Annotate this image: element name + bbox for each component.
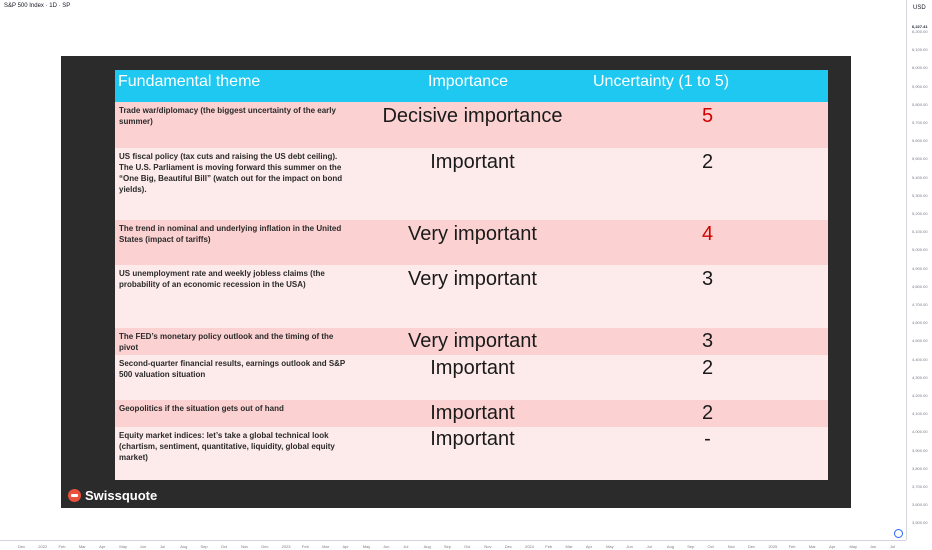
price-axis-label: 4,200.00 <box>912 393 928 398</box>
price-axis-label: 5,900.00 <box>912 83 928 89</box>
row-theme: US fiscal policy (tax cuts and raising the US debt ceiling). The U.S. Parliament is moving forward this summer on the “One Big, Beautiful Bill” (watch out for the impact on bond yields). <box>119 152 343 194</box>
time-axis-label: Nov <box>241 544 249 549</box>
price-axis-label: 3,600.00 <box>912 502 928 508</box>
row-importance: Decisive importance <box>382 105 563 127</box>
price-axis-label: 6,000.00 <box>912 65 928 71</box>
tradingview-logo-icon[interactable] <box>894 529 903 538</box>
time-axis-label: Sep <box>200 544 208 549</box>
price-axis-label: 5,400.00 <box>912 174 928 180</box>
time-axis-label: Mar <box>808 544 816 549</box>
price-axis-label: 3,800.00 <box>912 465 928 471</box>
price-axis-label: 4,100.00 <box>912 411 928 417</box>
row-theme: Equity market indices: let’s take a global technical look (chartism, sentiment, quantitative, liquidity, global equity market) <box>119 431 335 462</box>
row-importance: Very important <box>408 223 537 245</box>
row-uncertainty: 2 <box>701 151 714 173</box>
time-axis-label: Oct <box>707 544 714 549</box>
time-axis-label: Feb <box>58 544 66 549</box>
price-axis-label: 3,500.00 <box>912 520 928 526</box>
time-axis-label: May <box>362 544 371 549</box>
time-axis-label: Sep <box>687 544 695 549</box>
time-axis-label: Nov <box>727 544 735 549</box>
time-axis-label: Mar <box>322 544 330 549</box>
time-axis-label: Apr <box>829 544 836 549</box>
time-axis-label: Jul <box>159 544 166 549</box>
time-axis-label: Sep <box>443 544 451 549</box>
price-axis-label: 5,600.00 <box>912 138 928 144</box>
time-axis-label: Apr <box>99 544 106 549</box>
price-axis-label: 3,700.00 <box>912 484 928 489</box>
price-axis-label: 5,200.00 <box>912 211 928 216</box>
price-axis-label: 4,500.00 <box>912 338 928 344</box>
time-axis-label: Feb <box>301 544 309 549</box>
time-axis-label: Dec <box>504 544 512 549</box>
time-axis-label: Nov <box>484 544 492 549</box>
time-axis-label: Aug <box>423 544 431 549</box>
chart-title: S&P 500 Index · 1D · SP <box>4 3 71 9</box>
table-row <box>115 328 828 355</box>
header-uncertainty: Uncertainty (1 to 5) <box>593 73 730 90</box>
price-axis-label: 6,100.00 <box>912 47 928 53</box>
time-axis-label: May <box>119 544 127 549</box>
time-axis-label: Jul <box>403 544 409 549</box>
row-theme: The trend in nominal and underlying inflation in the United States (impact of tariffs) <box>119 224 342 244</box>
table-header <box>115 70 828 102</box>
time-axis-label: 2024 <box>524 544 534 549</box>
table-row <box>115 148 828 220</box>
price-axis-label: 5,800.00 <box>912 101 928 107</box>
time-axis[interactable] <box>0 540 906 550</box>
row-importance: Very important <box>408 330 537 352</box>
swissquote-logo-icon <box>68 489 81 502</box>
row-theme: Second-quarter financial results, earnings outlook and S&P 500 valuation situation <box>119 359 346 379</box>
time-axis-label: Feb <box>788 544 796 549</box>
row-importance: Important <box>430 151 515 173</box>
time-axis-label: Jul <box>646 544 652 549</box>
price-axis-label: 5,500.00 <box>912 156 928 162</box>
time-axis-label: Mar <box>565 544 573 549</box>
last-price-label: 6,227.41 <box>912 24 928 29</box>
price-axis-label: 4,400.00 <box>912 356 928 362</box>
time-axis-label: Jul <box>890 544 896 549</box>
fundamentals-table <box>115 70 828 480</box>
time-axis-label: Jun <box>139 544 147 549</box>
header-importance: Importance <box>428 73 509 90</box>
price-axis-label: 4,600.00 <box>912 320 928 326</box>
row-importance: Important <box>430 428 515 450</box>
table-row <box>115 265 828 328</box>
price-axis-label: 5,300.00 <box>912 192 928 198</box>
time-axis-label: Oct <box>464 544 471 549</box>
price-axis-label: 5,700.00 <box>912 120 928 125</box>
price-axis-label: 4,800.00 <box>912 283 928 289</box>
table-row <box>115 400 828 427</box>
time-axis-label: Dec <box>748 544 756 549</box>
time-axis-label: Feb <box>545 544 553 549</box>
row-uncertainty: - <box>704 428 711 450</box>
time-axis-label: 2023 <box>281 544 291 549</box>
row-uncertainty: 4 <box>701 223 714 245</box>
brand-logo <box>68 488 157 502</box>
row-theme: Geopolitics if the situation gets out of hand <box>119 404 284 413</box>
time-axis-label: 2025 <box>768 544 778 549</box>
slide <box>61 56 851 508</box>
row-uncertainty: 5 <box>701 105 714 127</box>
price-axis-label: 4,900.00 <box>912 265 928 271</box>
price-axis-label: 6,200.00 <box>912 29 928 34</box>
brand-name: Swissquote <box>85 487 158 503</box>
row-uncertainty: 3 <box>701 268 714 290</box>
time-axis-label: Aug <box>180 544 188 549</box>
table-row <box>115 355 828 400</box>
time-axis-label: Dec <box>261 544 269 549</box>
row-uncertainty: 3 <box>701 330 714 352</box>
time-axis-label: Jun <box>383 544 390 549</box>
row-theme: The FED’s monetary policy outlook and the timing of the pivot <box>119 332 334 352</box>
row-uncertainty: 2 <box>701 402 714 424</box>
time-axis-label: Jun <box>869 544 877 549</box>
price-axis-label: 5,000.00 <box>912 247 928 253</box>
time-axis-label: Dec <box>18 544 26 549</box>
header-theme: Fundamental theme <box>118 73 261 90</box>
table-row <box>115 220 828 265</box>
row-theme: US unemployment rate and weekly jobless claims (the probability of an economic recession in the USA) <box>119 269 325 289</box>
time-axis-label: Jun <box>626 544 633 549</box>
row-theme: Trade war/diplomacy (the biggest uncertainty of the early summer) <box>119 106 336 126</box>
price-axis-label: 3,900.00 <box>912 447 928 453</box>
table-row <box>115 427 828 480</box>
time-axis-label: Aug <box>666 544 675 549</box>
price-axis-currency[interactable]: USD <box>913 5 926 11</box>
time-axis-label: May <box>849 544 857 549</box>
price-axis[interactable] <box>906 0 932 540</box>
row-uncertainty: 2 <box>701 357 714 379</box>
price-axis-label: 4,300.00 <box>912 374 928 380</box>
time-axis-label: Mar <box>78 544 86 549</box>
price-axis-label: 4,700.00 <box>912 302 928 307</box>
time-axis-label: Apr <box>342 544 349 549</box>
time-axis-label: Oct <box>220 544 228 549</box>
time-axis-label: May <box>606 544 614 549</box>
row-importance: Important <box>430 402 515 424</box>
price-axis-label: 4,000.00 <box>912 429 928 435</box>
time-axis-label: Apr <box>585 544 593 549</box>
price-axis-label: 5,100.00 <box>912 229 928 235</box>
row-importance: Very important <box>408 268 537 290</box>
time-axis-label: 2022 <box>38 544 48 549</box>
table-row <box>115 102 828 148</box>
row-importance: Important <box>430 357 515 379</box>
